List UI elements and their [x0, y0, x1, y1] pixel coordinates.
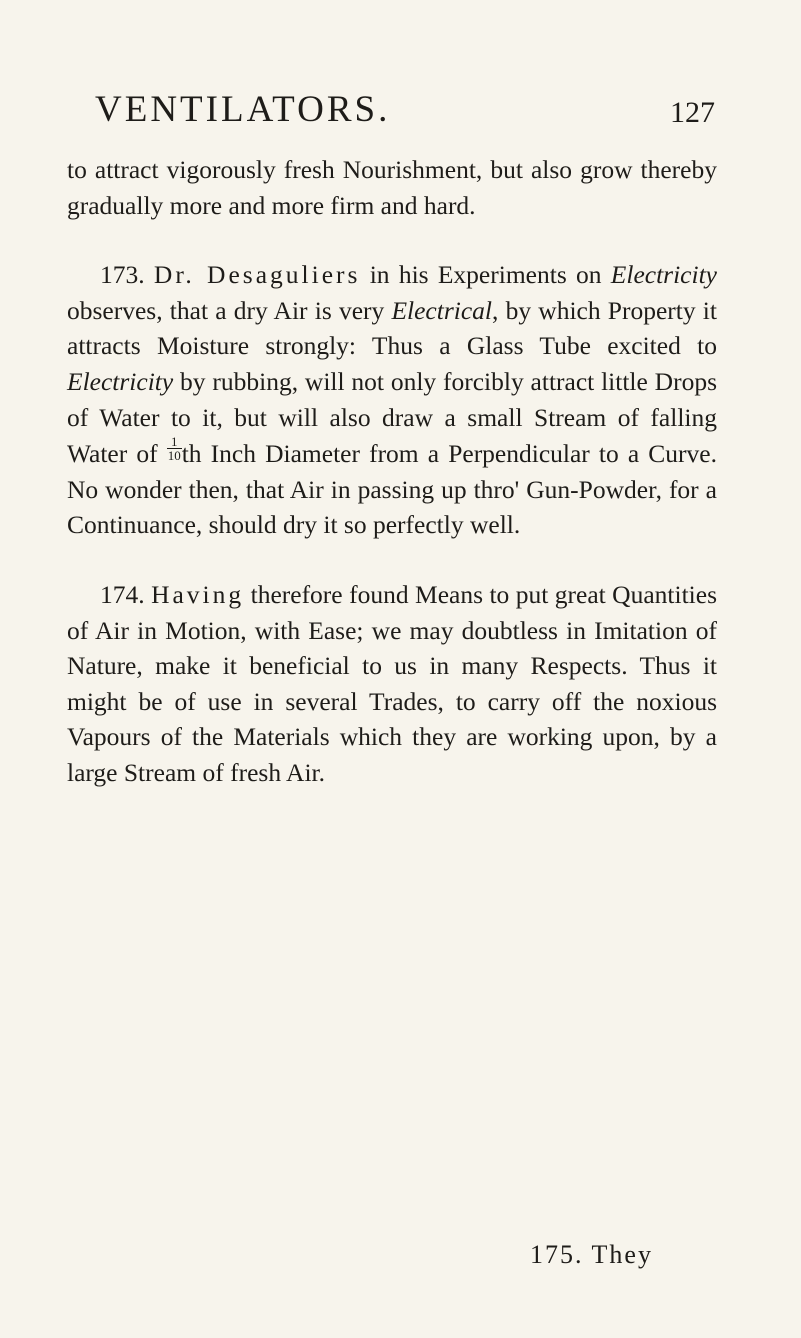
text-run: observes, that a dry Air is very: [67, 295, 392, 325]
paragraph-continued: to attract vigorously fresh Nourishment, but also grow thereby gradually more and more firm and hard.: [67, 155, 717, 220]
page-number: 127: [670, 96, 715, 129]
author-name: Dr. Desaguliers: [153, 260, 361, 290]
page-header: [95, 88, 715, 136]
text-run: therefore found Means to put great Quantities of Air in Motion, with Ease; we may doubtless in Imitation of Nature, make it beneficial to us in many Respects. Thus it might be of use in several Trades, to carry off the noxious Vapours of the Materials which they are working upon, by a large Stream of fresh Air.: [67, 579, 717, 787]
text-run: by rubbing, will not only forcibly attract little Drops of Water to it, but will also draw a small Stream of falling Water of: [67, 366, 717, 469]
fraction-numerator: 1: [167, 435, 182, 449]
text-run: th Inch Diameter from a Perpendicular to a Curve. No wonder then, that Air in passing up thro' Gun-Powder, for a Continuance, should dry it so perfectly well.: [67, 439, 717, 540]
fraction-denominator: 10: [167, 448, 181, 464]
paragraph-174: [67, 577, 717, 791]
italic-term: Electrical: [391, 295, 492, 325]
body-text: [67, 152, 717, 791]
section-number-173: 173.: [100, 260, 145, 290]
text-run: in his Experiments on: [360, 260, 611, 290]
italic-term: Electricity: [610, 260, 717, 290]
section-number-174: 174.: [100, 579, 145, 609]
paragraph-173: [67, 257, 717, 543]
catchword: 175. They: [530, 1240, 653, 1269]
running-title: VENTILATORS.: [95, 89, 391, 130]
text-run: , by which Property it attracts Moisture strongly: Thus a Glass Tube excited to: [67, 295, 717, 361]
fraction: [167, 435, 182, 462]
italic-term: Electricity: [67, 366, 174, 396]
lead-word: Having: [151, 579, 245, 609]
